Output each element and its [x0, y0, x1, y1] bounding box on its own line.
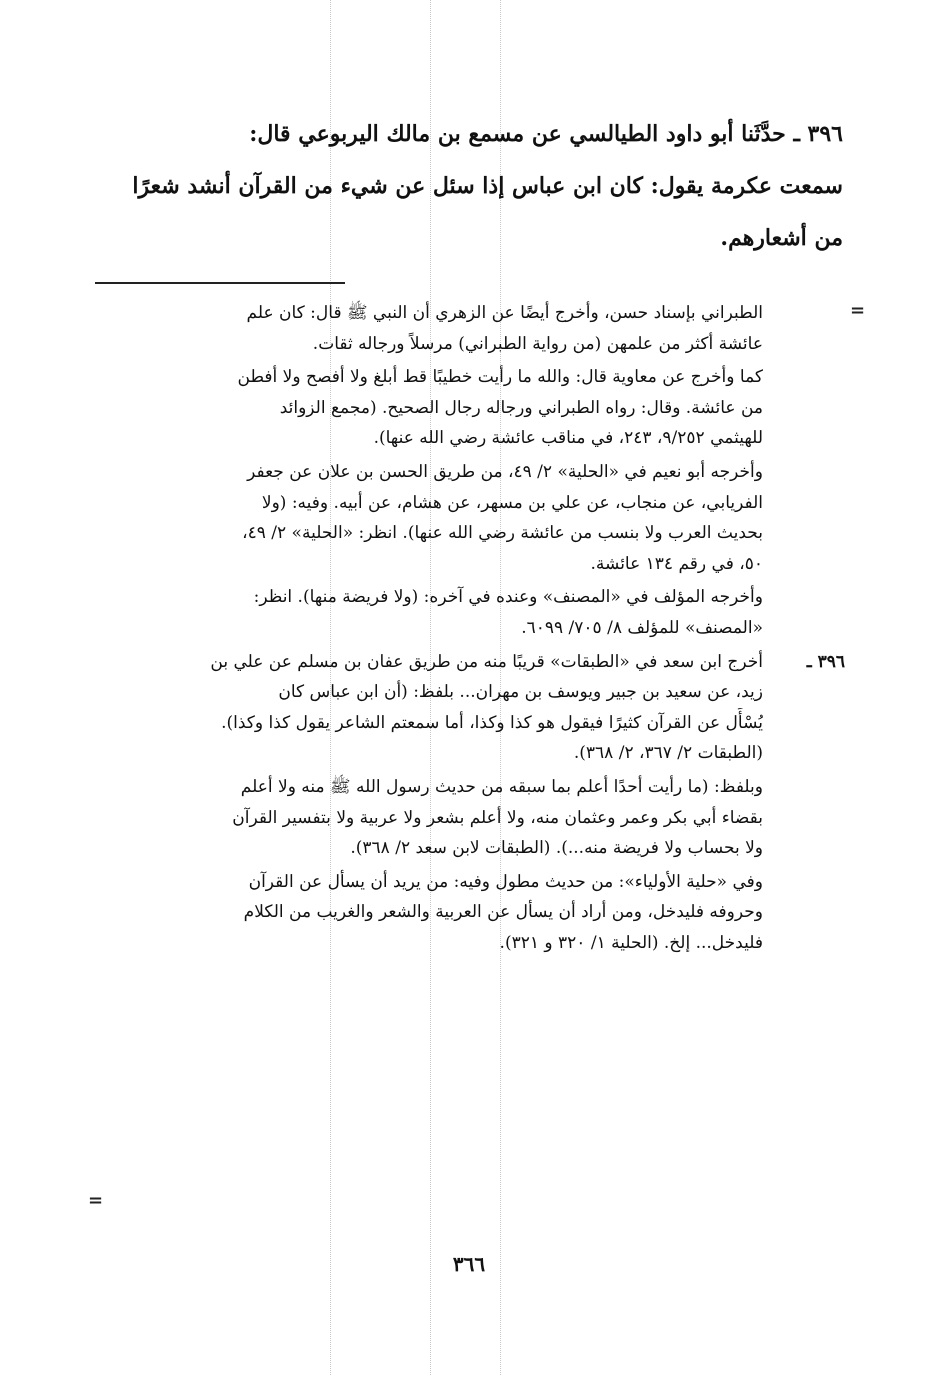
footnote-paragraph [95, 582, 763, 643]
footnote-line: وأخرجه أبو نعيم في «الحلية» ٢/ ٤٩، من طريق الحسن بن علان عن جعفر [247, 461, 763, 482]
footnote-line: من عائشة. وقال: رواه الطبراني ورجاله رجال الصحيح. (مجمع الزوائد [279, 397, 763, 418]
footnote-line: وبلفظ: (ما رأيت أحدًا أعلم بما سبقه من حديث رسول الله ﷺ منه ولا أعلم [240, 776, 763, 797]
footnote-line: زيد، عن سعيد بن جبير ويوسف بن مهران... بلفظ: (أن ابن عباس كان [278, 682, 763, 703]
footnote-line: وأخرجه المؤلف في «المصنف» وعنده في آخره: (ولا فريضة منها). انظر: [253, 587, 763, 608]
footnote-line: أخرج ابن سعد في «الطبقات» قريبًا منه من طريق عفان بن مسلم عن علي بن [210, 651, 763, 672]
footnote-line: فليدخل... إلخ. (الحلية ١/ ٣٢٠ و ٣٢١). [499, 932, 763, 953]
footnote-line: وفي «حلية الأولياء»: من حديث مطول وفيه: من يريد أن يسأل عن القرآن [248, 871, 763, 892]
footnote-paragraph [95, 457, 763, 579]
continuation-mark-top: = [850, 300, 866, 321]
footnote-paragraph-396 [95, 647, 845, 769]
footnote-separator [95, 282, 345, 284]
main-text-line: ٣٩٦ ـ حدَّثَنا أبو داود الطيالسي عن مسمع بن مالك اليربوعي قال: [249, 121, 843, 147]
main-text-line: سمعت عكرمة يقول: كان ابن عباس إذا سئل عن شيء من القرآن أنشد شعرًا [132, 173, 843, 199]
footnote-line: (الطبقات ٢/ ٣٦٧، ٢/ ٣٦٨). [573, 743, 763, 764]
footnote-line: ولا بحساب ولا فريضة منه...). (الطبقات لابن سعد ٢/ ٣٦٨). [350, 838, 763, 859]
footnote-paragraph [95, 298, 763, 359]
footnote-line: ٥٠، في رقم ١٣٤ عائشة. [590, 553, 763, 574]
footnote-line: وحروفه فليدخل، ومن أراد أن يسأل عن العربية والشعر والغريب من الكلام [243, 902, 763, 923]
footnote-line: يُسْأَل عن القرآن كثيرًا فيقول هو كذا وكذا، أما سمعتم الشاعر يقول كذا وكذا). [221, 712, 763, 733]
footnote-paragraph [95, 772, 763, 864]
main-text-line: من أشعارهم. [720, 225, 843, 251]
footnote-line: «المصنف» للمؤلف ٨/ ٧٠٥/ ٦٠٩٩. [521, 617, 763, 638]
footnote-line: بحديث العرب ولا بنسب من عائشة رضي الله عنها). انظر: «الحلية» ٢/ ٤٩، [242, 523, 763, 544]
page-number: ٣٦٦ [452, 1252, 486, 1276]
hadith-main-text [88, 108, 843, 264]
footnotes [95, 298, 845, 961]
footnote-line: الفريابي، عن منجاب، عن علي بن مسهر، عن هشام، عن أبيه. وفيه: (ولا [261, 492, 763, 513]
footnote-line: للهيثمي ٩/٢٥٢، ٢٤٣، في مناقب عائشة رضي الله عنها). [373, 428, 763, 449]
footnote-paragraph [95, 867, 763, 959]
footnote-line: بقضاء أبي بكر وعمر وعثمان منه، ولا أعلم بشعر ولا عربية ولا بتفسير القرآن [232, 807, 763, 828]
footnote-line: عائشة أكثر من علمهن (من رواية الطبراني) مرسلاً ورجاله ثقات. [312, 333, 763, 354]
continuation-mark-bottom: = [88, 1190, 104, 1211]
footnote-line: كما وأخرج عن معاوية قال: والله ما رأيت خطيبًا قط أبلغ ولا أفصح ولا أفطن [237, 367, 763, 388]
footnote-number: ٣٩٦ ـ [806, 651, 845, 672]
footnote-paragraph [95, 362, 763, 454]
footnote-line: الطبراني بإسناد حسن، وأخرج أيضًا عن الزهري أن النبي ﷺ قال: كان علم [246, 303, 763, 323]
